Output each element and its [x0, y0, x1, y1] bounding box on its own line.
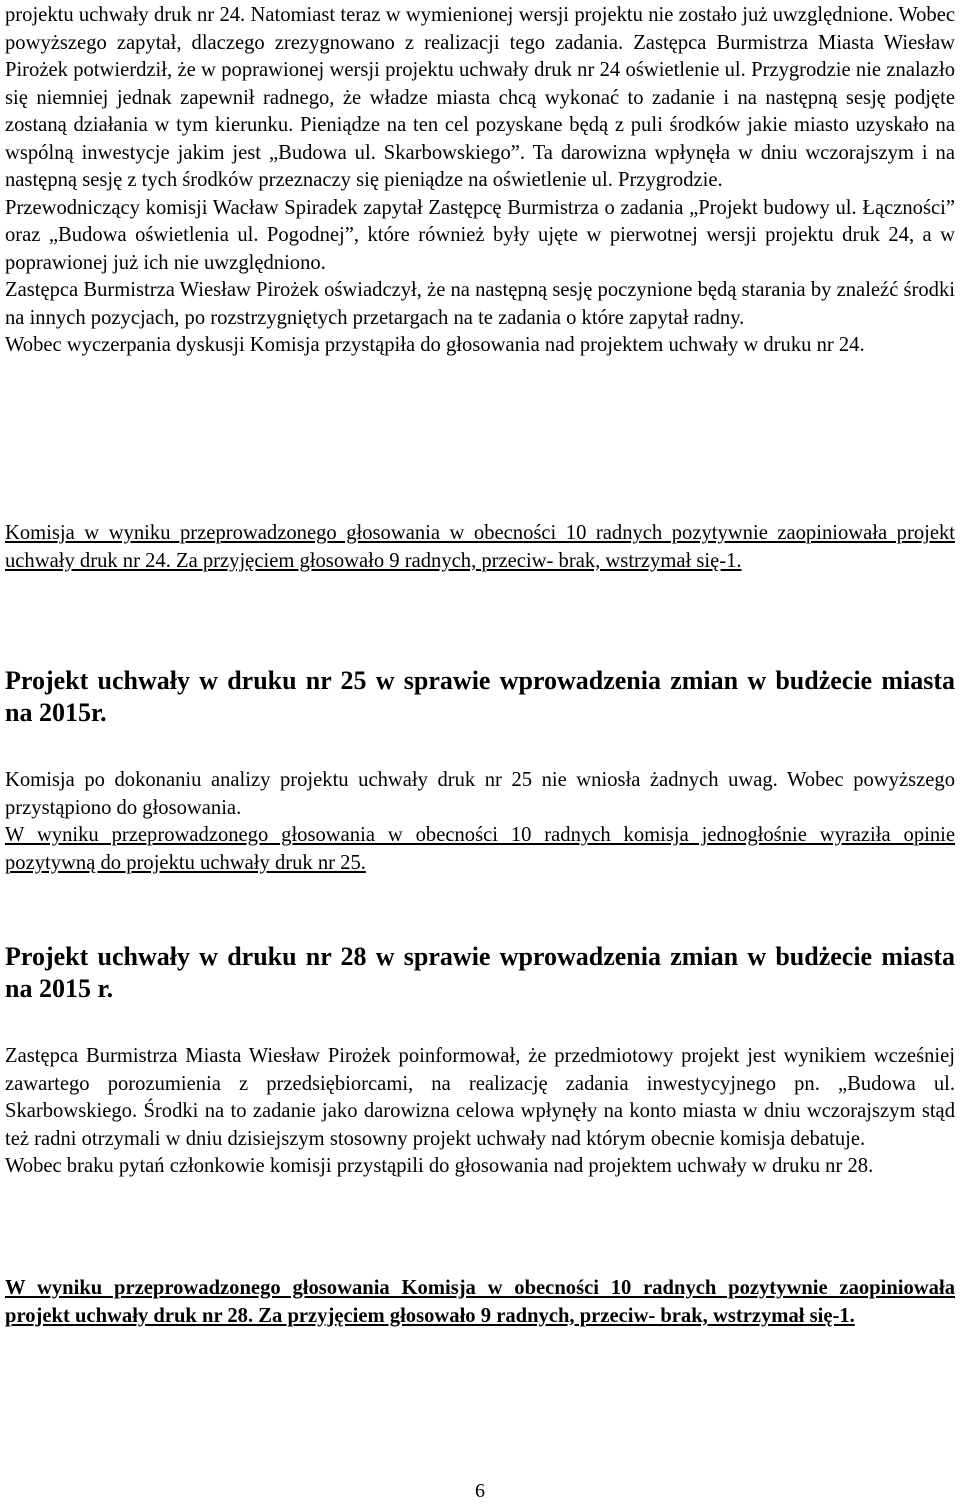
section-25-body	[5, 767, 955, 877]
paragraph-5: Komisja w wyniku przeprowadzonego głosowania w obecności 10 radnych pozytywnie zaopiniowała projekt uchwały druk nr 24. Za przyjęciem głosowało 9 radnych, przeciw- brak, wstrzymał się-1.	[5, 522, 955, 572]
paragraph-6: Komisja po dokonaniu analizy projektu uchwały druk nr 25 nie wniosła żadnych uwag. Wobec powyższego przystąpiono do głosowania.	[5, 769, 955, 819]
vote-result-24	[5, 520, 955, 575]
paragraph-2: Przewodniczący komisji Wacław Spiradek zapytał Zastępcę Burmistrza o zadania „Projekt budowy ul. Łączności” oraz „Budowa oświetlenia ul. Pogodnej”, które również były ujęte w pierwotnej wersji projektu druk 24, a w poprawionej już ich nie uwzględniono.	[5, 196, 955, 274]
page-number: 6	[475, 1480, 485, 1502]
section-28-body	[5, 1043, 955, 1181]
paragraph-8: Zastępca Burmistrza Miasta Wiesław Pirożek poinformował, że przedmiotowy projekt jest wynikiem wcześniej zawartego porozumienia z przedsiębiorcami, na realizację zadania inwestycyjnego pn. „Budowa ul. Skarbowskiego. Środki na to zadanie jako darowizna celowa wpłynęły na konto miasta w dniu wczorajszym stąd też radni otrzymali w dniu dzisiejszym stosowny projekt uchwały nad którym obecnie komisja debatuje.	[5, 1045, 955, 1150]
paragraph-3: Zastępca Burmistrza Wiesław Pirożek oświadczył, że na następną sesję poczynione będą starania by znaleźć środki na innych pozycjach, po rozstrzygniętych przetargach na te zadania o które zapytał radny.	[5, 279, 955, 329]
vote-result-28	[5, 1275, 955, 1330]
paragraph-1: projektu uchwały druk nr 24. Natomiast teraz w wymienionej wersji projektu nie zostało już uwzględnione. Wobec powyższego zapytał, dlaczego zrezygnowano z realizacji tego zadania. Zastępca Burmistrza Miasta Wiesław Pirożek potwierdził, że w poprawionej wersji projektu uchwały druk nr 24 oświetlenie ul. Przygrodzie nie znalazło się niemniej jednak zapewnił radnego, że władze miasta chcą wykonać to zadanie i na następną sesję podjęte zostaną działania w tym kierunku. Pieniądze na ten cel pozyskane będą z puli środków jakie miasto uzyskało na wspólną inwestycje jakim jest „Budowa ul. Skarbowskiego”. Ta darowizna wpłynęła w dniu wczorajszym i na następną sesję z tych środków przeznaczy się pieniądze na oświetlenie ul. Przygrodzie.	[5, 4, 955, 191]
paragraph-7: W wyniku przeprowadzonego głosowania w obecności 10 radnych komisja jednogłośnie wyraziła opinie pozytywną do projektu uchwały druk nr 25.	[5, 824, 955, 874]
paragraph-4: Wobec wyczerpania dyskusji Komisja przystąpiła do głosowania nad projektem uchwały w druku nr 24.	[5, 334, 865, 356]
paragraph-10: W wyniku przeprowadzonego głosowania Komisja w obecności 10 radnych pozytywnie zaopiniowała projekt uchwały druk nr 28. Za przyjęciem głosowało 9 radnych, przeciw- brak, wstrzymał się-1.	[5, 1277, 955, 1327]
section-heading-25: Projekt uchwały w druku nr 25 w sprawie wprowadzenia zmian w budżecie miasta na 2015r.	[5, 666, 955, 727]
section-heading-28-block	[5, 941, 955, 1005]
discussion-section	[5, 2, 955, 360]
section-heading-28: Projekt uchwały w druku nr 28 w sprawie wprowadzenia zmian w budżecie miasta na 2015 r.	[5, 942, 955, 1003]
paragraph-9: Wobec braku pytań członkowie komisji przystąpili do głosowania nad projektem uchwały w druku nr 28.	[5, 1155, 874, 1177]
section-heading-25-block	[5, 665, 955, 729]
